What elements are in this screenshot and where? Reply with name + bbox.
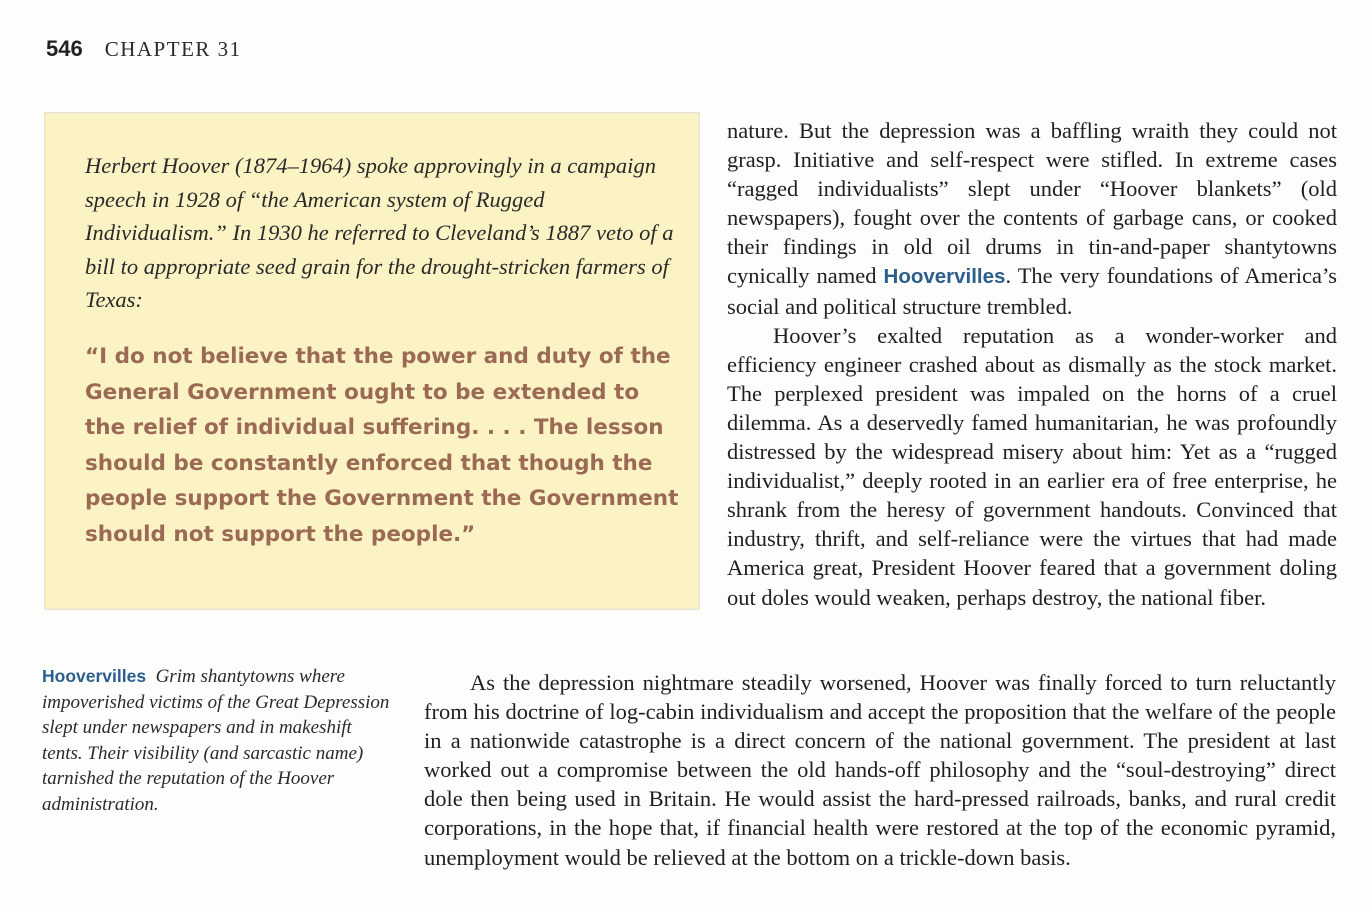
body-paragraph-1 — [727, 116, 1337, 321]
body-paragraph-2: Hoover’s exalted reputation as a wonder-worker and efficiency engineer crashed about as dismally as the stock market. The perplexed president was impaled on the horns of a cruel dilemma. As a deservedly famed humanitarian, he was profoundly distressed by the widespread misery about him: Yet as a “rugged individualist,” deeply rooted in an earlier era of free enterprise, he shrank from the heresy of government handouts. Convinced that industry, thrift, and self-reliance were the virtues that had made America great, President Hoover feared that a government doling out doles would weaken, perhaps destroy, the national fiber. — [727, 322, 1337, 610]
body-column-wide — [424, 668, 1336, 872]
chapter-label: CHAPTER 31 — [104, 37, 242, 61]
glossary-term: Hoovervilles — [42, 666, 147, 686]
hoover-quote: “I do not believe that the power and duty of the General Government ought to be extended to the relief of individual suffering. . . . The lesson should be constantly enforced that though the people support the Government the Government should not support the people.” — [85, 344, 679, 547]
quote-intro: Herbert Hoover (1874–1964) spoke approvingly in a campaign speech in 1928 of “the American system of Rugged Individualism.” In 1930 he referred to Cleveland’s 1887 veto of a bill to appropriate seed grain for the drought-stricken farmers of Texas: — [85, 153, 674, 312]
body-text: nature. But the depression was a baffling wraith they could not grasp. Initiative and self-respect were stifled. In extreme cases “ragged individualists” slept under “Hoover blankets” (old newspapers), fought over the contents of garbage cans, or cooked their findings in old oil drums in tin-and-paper shantytowns cynically named — [727, 118, 1337, 289]
body-paragraph-3: As the depression nightmare steadily worsened, Hoover was finally forced to turn reluctantly from his doctrine of log-cabin individualism and accept the proposition that the welfare of the people in a nationwide catastrophe is a direct concern of the national government. The president at last worked out a compromise between the old hands-off philosophy and the “soul-destroying” direct dole then being used in Britain. He would assist the hard-pressed railroads, banks, and rural credit corporations, in the hope that, if financial health were restored at the top of the economic pyramid, unemployment would be relieved at the bottom on a trickle-down basis. — [424, 670, 1336, 870]
margin-glossary — [42, 664, 392, 818]
quote-box — [44, 112, 700, 610]
body-column-right — [727, 116, 1337, 612]
key-term-hoovervilles: Hoovervilles — [883, 265, 1006, 289]
glossary-definition: Grim shantytowns where impoverished victims of the Great Depression slept under newspapers and in makeshift tents. Their visibility (and sarcastic name) tarnished the reputation of the Hoover administration. — [42, 666, 390, 815]
page-number: 546 — [46, 36, 83, 61]
page-header — [46, 36, 242, 62]
body-text: . The very foundations of America’s social and political structure trembled. — [727, 263, 1337, 319]
